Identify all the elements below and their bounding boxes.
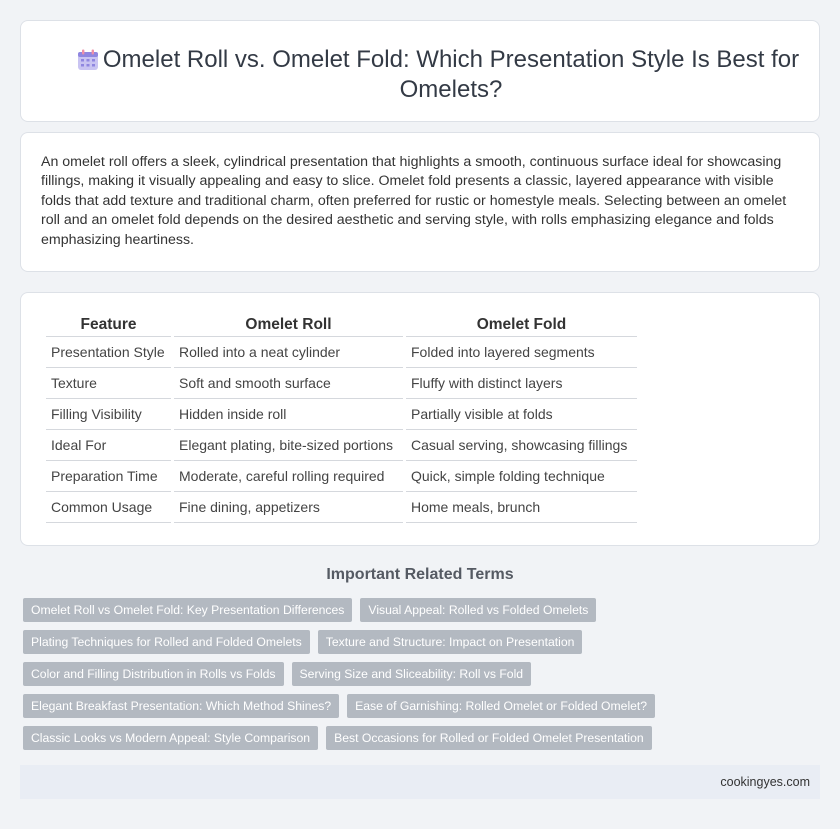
table-cell-fold: Fluffy with distinct layers <box>406 368 637 399</box>
tag-row <box>23 598 823 622</box>
related-term-tag[interactable]: Texture and Structure: Impact on Presentation <box>318 630 583 654</box>
related-term-tag[interactable]: Plating Techniques for Rolled and Folded Omelets <box>23 630 310 654</box>
intro-card <box>20 132 820 272</box>
intro-paragraph: An omelet roll offers a sleek, cylindrical presentation that highlights a smooth, continuous surface ideal for showcasing fillings, making it visually appealing and easy to slice. Omelet fold presents a classic, layered appearance with visible folds that add texture and traditional charm, often preferred for rustic or homestyle meals. Selecting between an omelet roll and an omelet fold depends on the desired aesthetic and serving style, with rolls emphasizing elegance and folds emphasizing heartiness. <box>41 154 787 248</box>
column-header-feature: Feature <box>46 313 171 337</box>
table-row <box>46 337 637 368</box>
related-term-tag[interactable]: Ease of Garnishing: Rolled Omelet or Folded Omelet? <box>347 694 655 718</box>
tag-row <box>23 726 823 750</box>
table-cell-roll: Soft and smooth surface <box>174 368 403 399</box>
table-cell-fold: Home meals, brunch <box>406 492 637 523</box>
table-row <box>46 492 637 523</box>
related-terms-list <box>23 598 823 758</box>
table-cell-feature: Presentation Style <box>46 337 171 368</box>
related-term-tag[interactable]: Elegant Breakfast Presentation: Which Method Shines? <box>23 694 339 718</box>
table-row <box>46 368 637 399</box>
table-cell-feature: Common Usage <box>46 492 171 523</box>
related-terms-heading: Important Related Terms <box>326 566 514 583</box>
table-cell-roll: Moderate, careful rolling required <box>174 461 403 492</box>
table-row <box>46 430 637 461</box>
related-term-tag[interactable]: Best Occasions for Rolled or Folded Omelet Presentation <box>326 726 652 750</box>
calendar-icon <box>77 49 99 71</box>
header-card <box>20 20 820 122</box>
table-cell-fold: Quick, simple folding technique <box>406 461 637 492</box>
table-header-row <box>46 313 637 337</box>
related-term-tag[interactable]: Color and Filling Distribution in Rolls vs Folds <box>23 662 284 686</box>
table-cell-fold: Folded into layered segments <box>406 337 637 368</box>
footer <box>20 765 820 799</box>
tag-row <box>23 694 823 718</box>
table-cell-feature: Texture <box>46 368 171 399</box>
column-header-omelet-roll: Omelet Roll <box>174 313 403 337</box>
comparison-card <box>20 292 820 546</box>
table-row <box>46 399 637 430</box>
table-cell-feature: Ideal For <box>46 430 171 461</box>
table-cell-roll: Rolled into a neat cylinder <box>174 337 403 368</box>
table-cell-roll: Fine dining, appetizers <box>174 492 403 523</box>
table-cell-roll: Hidden inside roll <box>174 399 403 430</box>
tag-row <box>23 662 823 686</box>
column-header-omelet-fold: Omelet Fold <box>406 313 637 337</box>
table-cell-fold: Casual serving, showcasing fillings <box>406 430 637 461</box>
related-term-tag[interactable]: Serving Size and Sliceability: Roll vs Fold <box>292 662 532 686</box>
table-cell-feature: Filling Visibility <box>46 399 171 430</box>
related-term-tag[interactable]: Omelet Roll vs Omelet Fold: Key Presentation Differences <box>23 598 352 622</box>
table-cell-feature: Preparation Time <box>46 461 171 492</box>
table-cell-roll: Elegant plating, bite-sized portions <box>174 430 403 461</box>
related-term-tag[interactable]: Classic Looks vs Modern Appeal: Style Comparison <box>23 726 318 750</box>
related-term-tag[interactable]: Visual Appeal: Rolled vs Folded Omelets <box>360 598 596 622</box>
page-title: Omelet Roll vs. Omelet Fold: Which Presentation Style Is Best for Omelets? <box>102 46 800 103</box>
tag-row <box>23 630 823 654</box>
comparison-table <box>43 313 640 523</box>
table-row <box>46 461 637 492</box>
footer-source: cookingyes.com <box>720 775 810 789</box>
table-cell-fold: Partially visible at folds <box>406 399 637 430</box>
